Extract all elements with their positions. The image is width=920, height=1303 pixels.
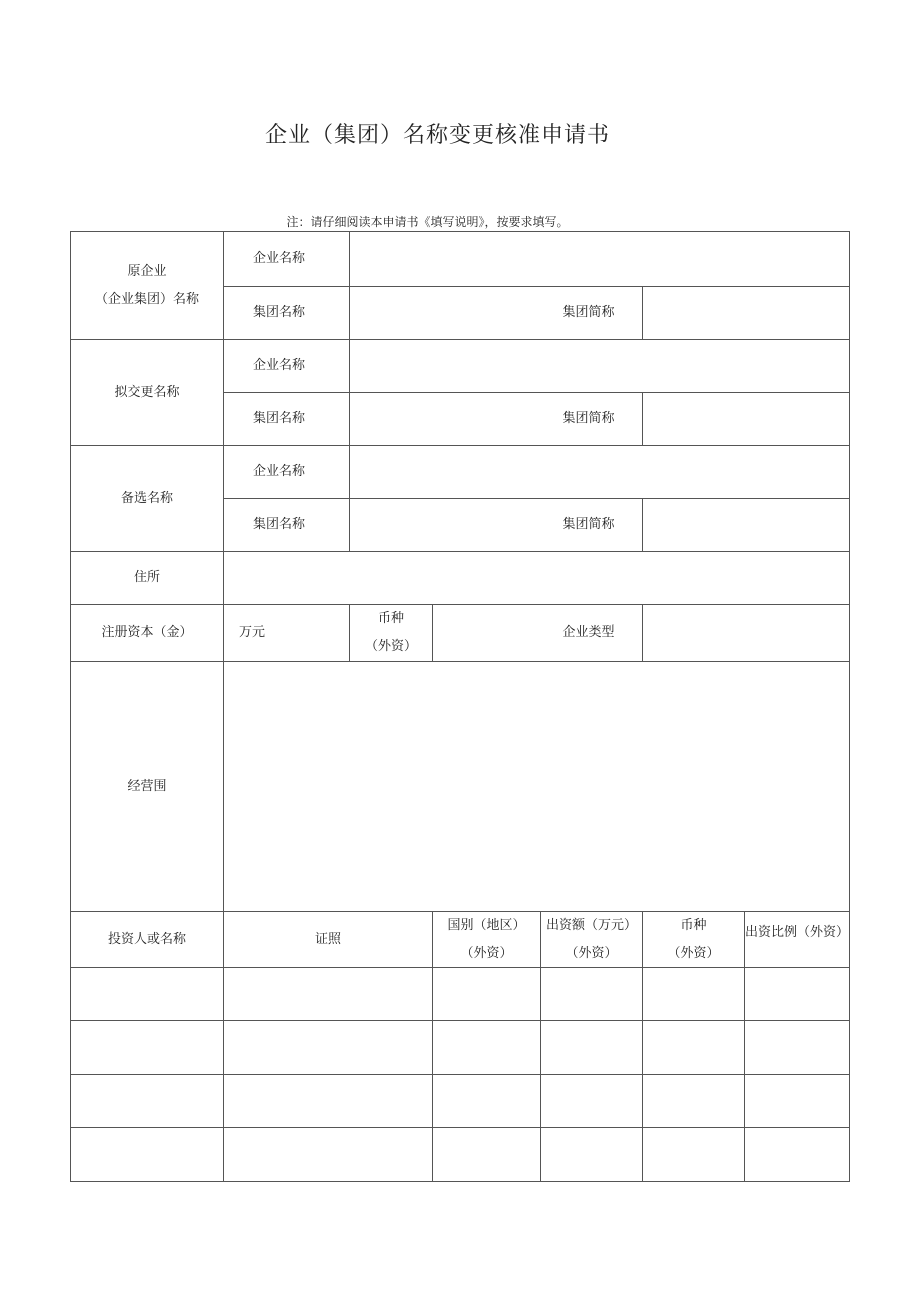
investor-row[interactable] — [71, 1128, 849, 1181]
fill-instruction-note: 注：请仔细阅读本申请书《填写说明》，按要求填写。 — [286, 215, 569, 229]
capital-currency-line2: （外资） — [364, 639, 417, 654]
alternate-name-label: 备选名称 — [120, 490, 173, 506]
alternate-group-name-field[interactable] — [350, 499, 540, 551]
original-group-name-label: 集团名称 — [252, 305, 305, 320]
proposed-group-name-field[interactable] — [350, 393, 540, 445]
alternate-group-short-field[interactable] — [643, 499, 849, 551]
proposed-enterprise-name-field[interactable] — [350, 340, 849, 392]
enterprise-type-label: 企业类型 — [562, 625, 615, 640]
original-enterprise-name-field[interactable] — [350, 232, 849, 286]
investor-row[interactable] — [71, 1021, 849, 1074]
original-group-short-label: 集团简称 — [562, 305, 615, 320]
investor-currency-header-line1: 币种 — [680, 917, 707, 933]
capital-currency-label — [350, 605, 432, 661]
proposed-name-label: 拟交更名称 — [114, 384, 180, 400]
proposed-group-short-field[interactable] — [643, 393, 849, 445]
capital-currency-field[interactable] — [433, 605, 533, 661]
country-header-line1: 国别（地区） — [447, 917, 526, 933]
alternate-group-name-label: 集团名称 — [252, 517, 305, 532]
original-name-label — [71, 256, 223, 316]
alternate-enterprise-name-label: 企业名称 — [252, 464, 305, 479]
capital-currency-line1: 币种 — [377, 611, 404, 626]
country-header — [433, 912, 540, 967]
original-name-label-line2: （企业集团）名称 — [94, 292, 199, 307]
original-group-name-field[interactable] — [350, 287, 540, 339]
proposed-group-short-label: 集团简称 — [562, 411, 615, 426]
alternate-enterprise-name-field[interactable] — [350, 446, 849, 498]
amount-header-line1: 出资额（万元） — [545, 917, 637, 933]
investor-currency-header — [643, 912, 744, 967]
amount-header — [541, 912, 642, 967]
enterprise-type-field[interactable] — [643, 605, 849, 661]
proposed-group-name-label: 集团名称 — [252, 411, 305, 426]
investor-name-header: 投资人或名称 — [107, 931, 186, 947]
investor-currency-header-line2: （外资） — [667, 945, 720, 961]
proposed-enterprise-name-label: 企业名称 — [252, 358, 305, 373]
registered-capital-label: 注册资本（金） — [101, 625, 193, 640]
address-label: 住所 — [133, 570, 160, 585]
investor-row[interactable] — [71, 1075, 849, 1127]
ratio-header: 出资比例（外资） — [745, 925, 850, 940]
business-scope-field[interactable] — [224, 662, 849, 911]
investor-row[interactable] — [71, 968, 849, 1020]
capital-unit-field[interactable]: 万元 — [239, 625, 266, 640]
amount-header-line2: （外资） — [565, 945, 618, 961]
original-group-short-field[interactable] — [643, 287, 849, 339]
business-scope-label: 经营围 — [127, 778, 167, 794]
alternate-group-short-label: 集团简称 — [562, 517, 615, 532]
license-header: 证照 — [314, 931, 341, 947]
document-title: 企业（集团）名称变更核准申请书 — [264, 123, 610, 148]
address-field[interactable] — [224, 552, 849, 604]
original-enterprise-name-label: 企业名称 — [252, 251, 305, 266]
original-name-label-line1: 原企业 — [127, 264, 167, 279]
country-header-line2: （外资） — [460, 945, 513, 961]
